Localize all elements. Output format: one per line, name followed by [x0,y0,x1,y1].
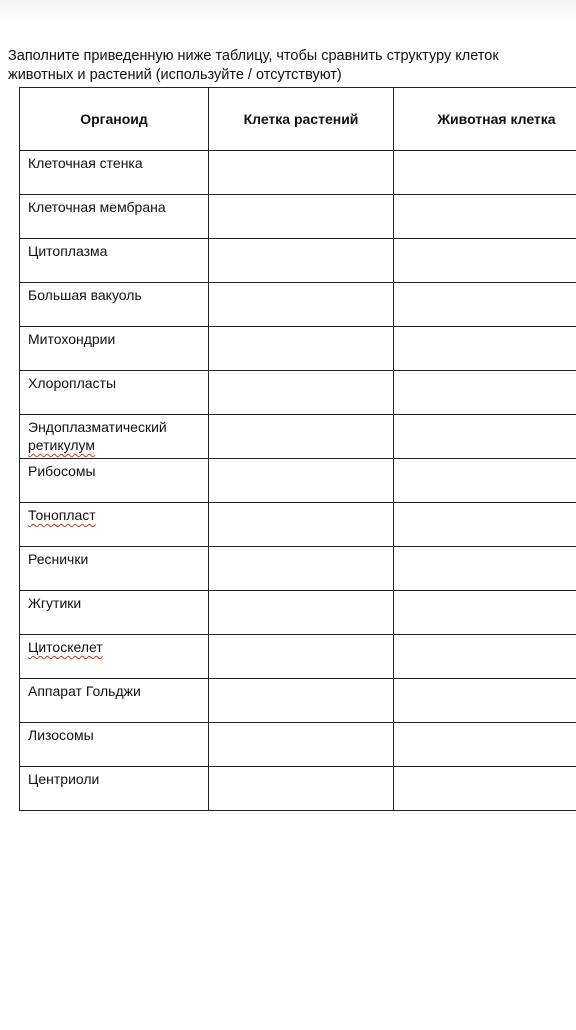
table-row [20,283,576,327]
table-row [20,635,576,679]
table-row [20,415,576,459]
plant-cell-input[interactable] [209,679,394,723]
table-row [20,547,576,591]
organelle-name: Цитоплазма [20,239,209,283]
organelle-name: Аппарат Гольджи [20,679,209,723]
organelle-comparison-table [19,87,576,811]
organelle-name-line-1: Эндоплазматический [28,419,167,435]
table-row [20,459,576,503]
plant-cell-input[interactable] [209,503,394,547]
organelle-name: Клеточная мембрана [20,195,209,239]
plant-cell-input[interactable] [209,459,394,503]
plant-cell-input[interactable] [209,371,394,415]
table-row [20,239,576,283]
animal-cell-input[interactable] [394,591,576,635]
plant-cell-input[interactable] [209,591,394,635]
header-animal-cell: Животная клетка [394,88,576,151]
organelle-name: Большая вакуоль [20,283,209,327]
animal-cell-input[interactable] [394,767,576,811]
organelle-name: Митохондрии [20,327,209,371]
table-header-row [20,88,576,151]
plant-cell-input[interactable] [209,283,394,327]
table-row [20,503,576,547]
plant-cell-input[interactable] [209,723,394,767]
table-row [20,151,576,195]
instructions-line-1: Заполните приведенную ниже таблицу, чтобы сравнить структуру клеток [8,48,499,64]
organelle-name: Клеточная стенка [20,151,209,195]
instructions-line-2: животных и растений (используйте / отсутствуют) [8,67,342,83]
organelle-name-line-2: ретикулум [28,437,95,453]
organelle-name [20,415,209,459]
organelle-name-cell [20,635,209,679]
animal-cell-input[interactable] [394,283,576,327]
organelle-name: Центриоли [20,767,209,811]
table-row [20,767,576,811]
header-organelle: Органоид [20,88,209,151]
plant-cell-input[interactable] [209,327,394,371]
plant-cell-input[interactable] [209,415,394,459]
animal-cell-input[interactable] [394,195,576,239]
animal-cell-input[interactable] [394,503,576,547]
animal-cell-input[interactable] [394,415,576,459]
table-row [20,679,576,723]
animal-cell-input[interactable] [394,635,576,679]
table-row [20,195,576,239]
plant-cell-input[interactable] [209,547,394,591]
top-band [0,0,576,20]
table-row [20,723,576,767]
organelle-name: Реснички [20,547,209,591]
plant-cell-input[interactable] [209,635,394,679]
organelle-name: Рибосомы [20,459,209,503]
plant-cell-input[interactable] [209,767,394,811]
plant-cell-input[interactable] [209,151,394,195]
plant-cell-input[interactable] [209,239,394,283]
organelle-name: Цитоскелет [28,639,103,655]
animal-cell-input[interactable] [394,723,576,767]
animal-cell-input[interactable] [394,371,576,415]
organelle-name: Жгутики [20,591,209,635]
instructions-text [8,47,568,85]
table-row [20,371,576,415]
animal-cell-input[interactable] [394,547,576,591]
animal-cell-input[interactable] [394,459,576,503]
animal-cell-input[interactable] [394,151,576,195]
table-row [20,327,576,371]
organelle-name: Тонопласт [28,507,96,523]
organelle-name-cell [20,503,209,547]
animal-cell-input[interactable] [394,239,576,283]
organelle-name: Хлоропласты [20,371,209,415]
animal-cell-input[interactable] [394,679,576,723]
animal-cell-input[interactable] [394,327,576,371]
table-row [20,591,576,635]
plant-cell-input[interactable] [209,195,394,239]
header-plant-cell: Клетка растений [209,88,394,151]
organelle-name: Лизосомы [20,723,209,767]
